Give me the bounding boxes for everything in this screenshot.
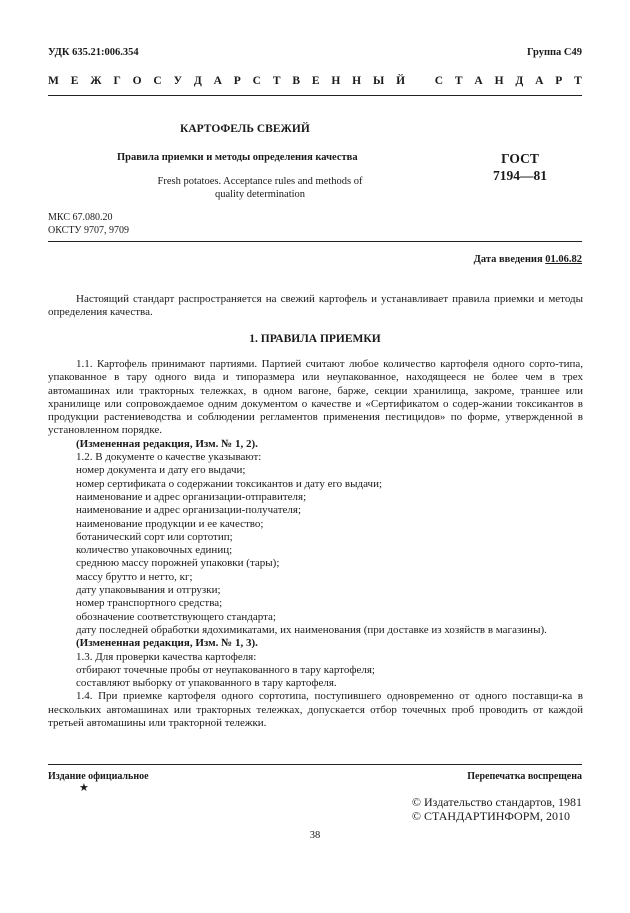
effective-date <box>474 254 582 265</box>
document-subtitle: Правила приемки и методы определения качества <box>117 152 358 163</box>
list-item: номер документа и дату его выдачи; <box>76 464 246 477</box>
interstate-letter: Г <box>113 75 121 87</box>
interstate-letter <box>417 75 423 87</box>
classification-codes <box>48 211 129 237</box>
interstate-letter: Е <box>70 75 79 87</box>
interstate-letter: О <box>132 75 142 87</box>
reprint-notice: Перепечатка воспрещена <box>467 771 582 782</box>
english-title-line-2: quality determination <box>214 189 306 200</box>
interstate-letter: Т <box>574 75 582 87</box>
copyright-line-2: © СТАНДАРТИНФОРМ, 2010 <box>411 809 571 823</box>
copyright-block <box>412 795 582 823</box>
list-item: среднюю массу порожней упаковки (тары); <box>76 557 280 570</box>
interstate-letter: В <box>292 75 300 87</box>
clause-1-1: 1.1. Картофель принимают партиями. Партией считают любое количество картофеля одного сорто-типа, упакованное в тару одного вида и типоразмера или неупакованное, находящееся не более чем в трех автомашинах или тракторных тележках, в одном вагоне, барже, секции хранилища, закроме, траншее или хранилище или сопровождаемое одним документом о качестве и «Сертификатом о содер-жании токсикантов в продукции растениеводства и соблюдении регламентов применения пестицидов» по форме, утвержденной в установленном порядке. <box>48 358 583 437</box>
gost-label: ГОСТ <box>501 151 539 166</box>
interstate-letter: Й <box>396 75 406 87</box>
interstate-letter: А <box>535 75 544 87</box>
list-item: дату упаковывания и отгрузки; <box>76 584 221 597</box>
english-title-line-1: Fresh potatoes. Acceptance rules and methods of <box>157 176 363 187</box>
section-body <box>48 358 583 730</box>
copyright-line-1: © Издательство стандартов, 1981 <box>411 795 582 809</box>
interstate-letter: Д <box>515 75 524 87</box>
interstate-letter: А <box>213 75 222 87</box>
page-number: 38 <box>309 830 321 841</box>
english-title <box>140 175 380 201</box>
udk-code: УДК 635.21:006.354 <box>48 47 139 58</box>
list-item: наименование продукции и ее качество; <box>76 517 264 530</box>
interstate-letter: Р <box>555 75 563 87</box>
interstate-letter: Е <box>311 75 320 87</box>
list-item: номер сертификата о содержании токсикантов и дату его выдачи; <box>76 477 383 490</box>
okstu-code: ОКСТУ 9707, 9709 <box>48 225 130 236</box>
interstate-letter: Н <box>331 75 341 87</box>
intro-text: Настоящий стандарт распространяется на свежий картофель и устанавливает правила приемки и методы определения качества. <box>48 293 583 319</box>
clause-1-2: 1.2. В документе о качестве указывают: <box>76 451 262 464</box>
list-item: массу брутто и нетто, кг; <box>76 570 193 583</box>
amendment-note-2: (Измененная редакция, Изм. № 1, 3). <box>76 637 258 650</box>
list-item: наименование и адрес организации-отправителя; <box>76 490 307 503</box>
interstate-letter: Ы <box>372 75 385 87</box>
list-item: наименование и адрес организации-получателя; <box>76 504 302 517</box>
effective-date-value: 01.06.82 <box>545 254 582 265</box>
document-requirements-list <box>48 464 583 624</box>
clause-1-4: 1.4. При приемке картофеля одного сортотипа, поступившего одновременно от одного поставщи-ка в нескольких автомашинах или тракторных тележках, допускается отбор точечных проб проводить от каждой третьей автомашины или тракторной тележки. <box>48 690 583 730</box>
gost-number: 7194—81 <box>493 168 547 183</box>
mks-code: МКС 67.080.20 <box>48 212 113 223</box>
interstate-letter: С <box>252 75 261 87</box>
footer-divider <box>48 764 582 765</box>
list-item: обозначение соответствующего стандарта; <box>76 610 276 623</box>
amendment-note-1: (Измененная редакция, Изм. № 1, 2). <box>76 437 258 450</box>
clause-1-3-a: отбирают точечные пробы от неупакованного в тару картофеля; <box>76 663 375 676</box>
codes-divider <box>48 241 582 242</box>
header-divider <box>48 95 582 96</box>
interstate-letter: У <box>173 75 183 87</box>
star-mark: ★ <box>79 782 89 794</box>
list-item: номер транспортного средства; <box>76 597 223 610</box>
group-code: Группа С49 <box>526 47 582 58</box>
effective-date-label: Дата введения <box>473 254 543 265</box>
list-item-last: дату последней обработки ядохимикатами, их наименования (при доставке из хозяйств в магазины). <box>76 623 547 636</box>
section-heading: 1. ПРАВИЛА ПРИЕМКИ <box>249 333 381 345</box>
interstate-letter: Н <box>494 75 504 87</box>
interstate-letter: С <box>434 75 444 87</box>
gost-designation <box>475 150 565 184</box>
clause-1-3: 1.3. Для проверки качества картофеля: <box>76 650 257 663</box>
interstate-letter: Р <box>233 75 241 87</box>
clause-1-3-b: составляют выборку от упакованного в тару картофеля. <box>76 677 337 690</box>
interstate-letter: А <box>474 75 483 87</box>
interstate-letter: Т <box>454 75 463 87</box>
interstate-letter: Ж <box>90 75 102 87</box>
interstate-letter: Н <box>352 75 362 87</box>
interstate-letter: С <box>153 75 162 87</box>
interstate-letter: Т <box>272 75 281 87</box>
document-title: КАРТОФЕЛЬ СВЕЖИЙ <box>180 123 310 135</box>
list-item: количество упаковочных единиц; <box>76 544 233 557</box>
interstate-letter: Д <box>193 75 202 87</box>
official-edition: Издание официальное <box>48 771 149 782</box>
interstate-letter: М <box>48 75 59 87</box>
interstate-standard-heading <box>48 75 582 87</box>
intro-paragraph <box>48 293 583 320</box>
list-item: ботанический сорт или сортотип; <box>76 530 233 543</box>
